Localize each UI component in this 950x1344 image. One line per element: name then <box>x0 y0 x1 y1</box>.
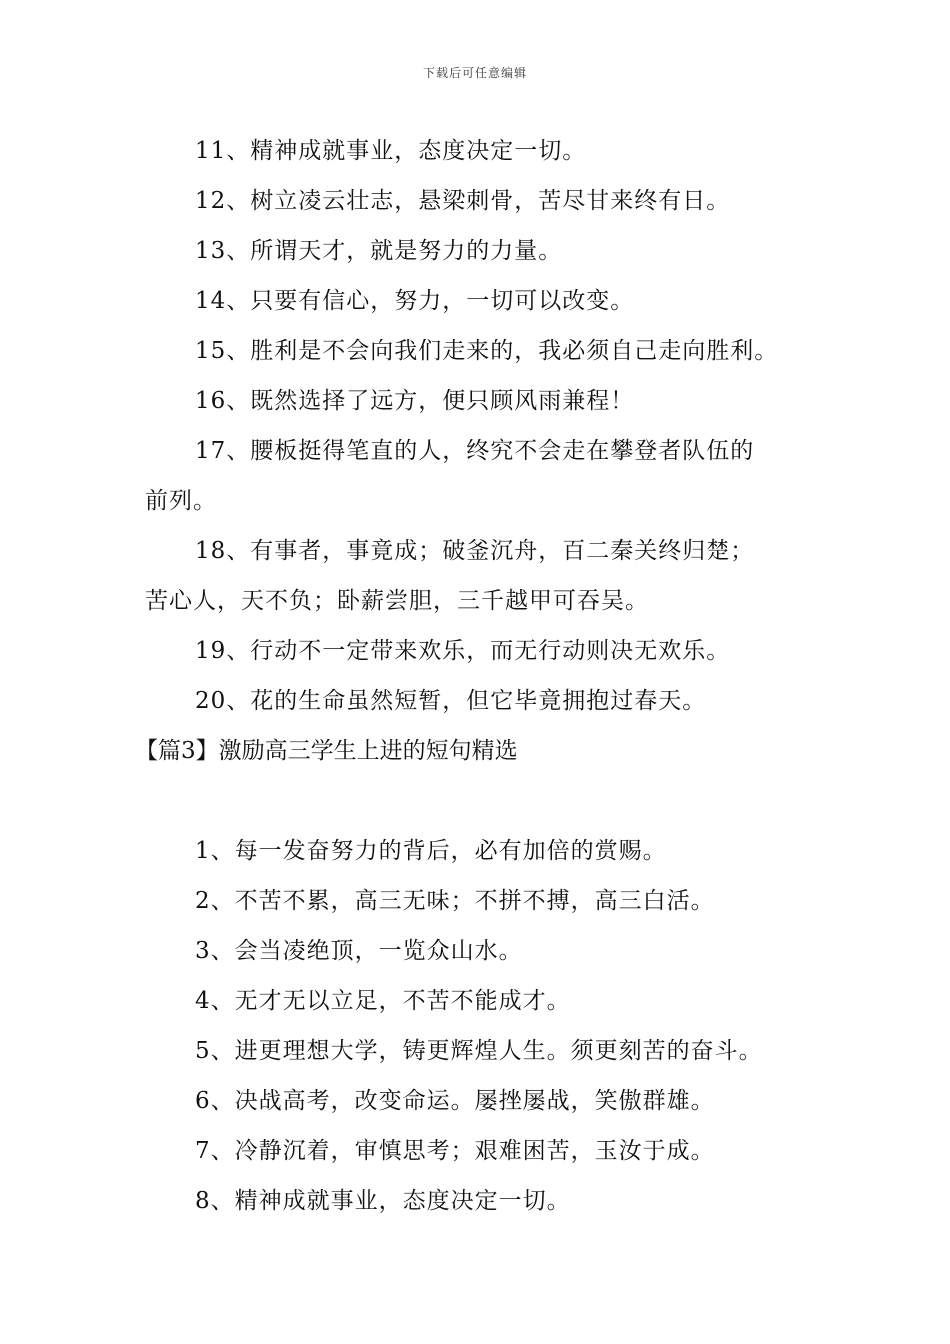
list-item: 1、每一发奋努力的背后，必有加倍的赏赐。 <box>195 838 667 864</box>
list-item: 8、精神成就事业，态度决定一切。 <box>195 1188 571 1214</box>
document-body <box>135 126 815 1226</box>
list-item: 5、进更理想大学，铸更辉煌人生。须更刻苦的奋斗。 <box>195 1038 763 1064</box>
list-item: 14、只要有信心，努力，一切可以改变。 <box>195 288 635 314</box>
list-item: 6、决战高考，改变命运。屡挫屡战，笑傲群雄。 <box>195 1088 715 1114</box>
list-item: 4、无才无以立足，不苦不能成才。 <box>195 988 571 1014</box>
list-item: 19、行动不一定带来欢乐，而无行动则决无欢乐。 <box>195 638 731 664</box>
list-item: 2、不苦不累，高三无味；不拼不搏，高三白活。 <box>195 888 715 914</box>
list-item-line-1: 18、有事者，事竟成；破釜沉舟，百二秦关终归楚； <box>195 538 755 564</box>
blank-line <box>145 776 815 826</box>
section-heading: 【篇3】激励高三学生上进的短句精选 <box>135 738 518 764</box>
header-note: 下载后可任意编辑 <box>422 66 527 80</box>
list-item: 13、所谓天才，就是努力的力量。 <box>195 238 563 264</box>
list-item: 7、冷静沉着，审慎思考；艰难困苦，玉汝于成。 <box>195 1138 715 1164</box>
list-item: 15、胜利是不会向我们走来的，我必须自己走向胜利。 <box>195 338 779 364</box>
list-item: 16、既然选择了远方，便只顾风雨兼程！ <box>195 388 635 414</box>
list-item: 20、花的生命虽然短暂，但它毕竟拥抱过春天。 <box>195 688 707 714</box>
list-item: 3、会当凌绝顶，一览众山水。 <box>195 938 523 964</box>
list-item: 11、精神成就事业，态度决定一切。 <box>195 138 587 164</box>
list-item-line-2: 前列。 <box>145 488 217 514</box>
list-item: 12、树立凌云壮志，悬梁刺骨，苦尽甘来终有日。 <box>195 188 731 214</box>
list-item-line-2: 苦心人，天不负；卧薪尝胆，三千越甲可吞吴。 <box>145 588 649 614</box>
list-item-line-1: 17、腰板挺得笔直的人，终究不会走在攀登者队伍的 <box>195 438 755 464</box>
